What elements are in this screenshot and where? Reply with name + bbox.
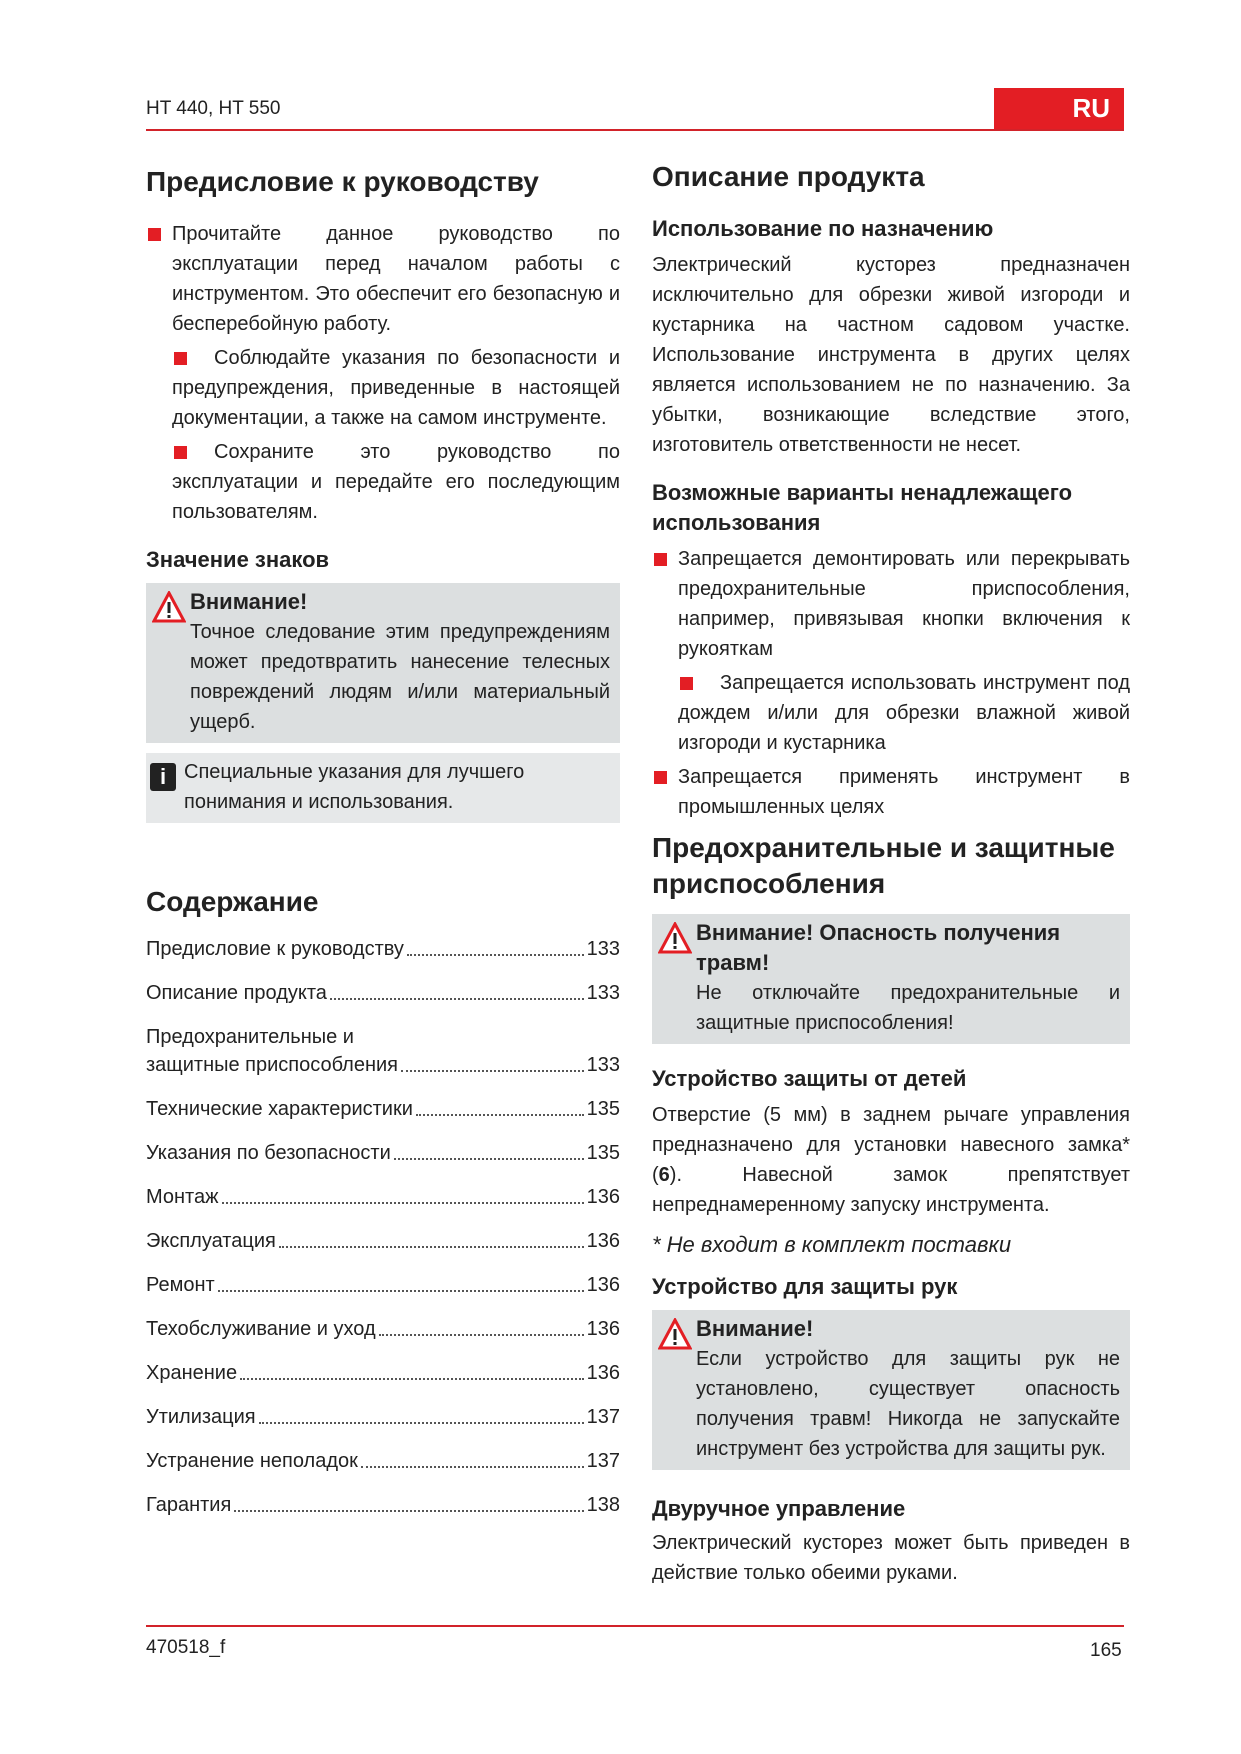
header-divider bbox=[146, 129, 1124, 131]
misuse-list bbox=[652, 544, 1130, 822]
list-item: Прочитайте данное руководство по эксплуатации перед началом работы с инструментом. Это обеспечит его безопасную и бесперебойную работу. bbox=[146, 219, 620, 339]
toc-entry bbox=[146, 1491, 620, 1519]
page-number: 165 bbox=[1090, 1640, 1122, 1661]
toc-leader-dots bbox=[259, 1422, 584, 1424]
toc-entry bbox=[146, 1359, 620, 1387]
toc-leader-dots bbox=[394, 1158, 584, 1160]
foreword-heading: Предисловие к руководству bbox=[146, 166, 539, 197]
warning-title: Внимание! bbox=[190, 589, 308, 614]
toc-entry-title: Гарантия bbox=[146, 1494, 232, 1516]
warning-text: Не отключайте предохранительные и защитные приспособления! bbox=[696, 982, 1120, 1034]
toc-leader-dots bbox=[361, 1466, 584, 1468]
list-item: Запрещается демонтировать или перекрывать предохранительные приспособления, например, привязывая кнопки включения к рукояткам bbox=[652, 544, 1130, 664]
toc-entry-title: Предохранительные и защитные приспособления bbox=[146, 1026, 399, 1076]
list-item: Сохраните это руководство по эксплуатации и передайте его последующим пользователям. bbox=[172, 441, 620, 523]
toc-entry bbox=[146, 1271, 620, 1299]
toc-entry-page: 136 bbox=[586, 1186, 620, 1208]
hand-guard-warning-box bbox=[652, 1310, 1130, 1470]
toc-entry-page: 137 bbox=[586, 1406, 620, 1428]
toc-entry bbox=[146, 1023, 620, 1079]
list-item: Запрещается применять инструмент в промышленных целях bbox=[652, 762, 1130, 822]
warning-box bbox=[146, 583, 620, 743]
bullet-square-icon bbox=[654, 771, 667, 784]
toc-leader-dots bbox=[330, 998, 584, 1000]
toc-entry-page: 138 bbox=[586, 1494, 620, 1516]
toc-entry-title: Хранение bbox=[146, 1362, 238, 1384]
toc-entry bbox=[146, 1183, 620, 1211]
info-icon: i bbox=[150, 763, 176, 791]
toc-leader-dots bbox=[407, 954, 584, 956]
toc-entry bbox=[146, 935, 620, 963]
document-model: HT 440, HT 550 bbox=[146, 98, 281, 119]
intended-use-text: Электрический кусторез предназначен исключительно для обрезки живой изгороди и кустарника на частном садовом участке. Использование инструмента в других целях является использованием не по назначению. За убытки, возникающие вследствие этого, изготовитель ответственности не несет. bbox=[652, 254, 1130, 456]
toc-leader-dots bbox=[240, 1378, 584, 1380]
toc-entry-title: Технические характеристики bbox=[146, 1098, 413, 1120]
part-number: 6 bbox=[658, 1164, 670, 1186]
toc-entry-page: 133 bbox=[586, 1054, 620, 1076]
toc-leader-dots bbox=[401, 1070, 584, 1072]
list-item: Запрещается использовать инструмент под дождем и/или для обрезки влажной живой изгороди и кустарника bbox=[678, 672, 1130, 754]
toc-entry bbox=[146, 1447, 620, 1475]
warning-triangle-icon bbox=[658, 922, 692, 954]
toc-entry-title: Техобслуживание и уход bbox=[146, 1318, 376, 1340]
misuse-heading: Возможные варианты ненадлежащего использования bbox=[652, 480, 1073, 535]
toc-entry bbox=[146, 1403, 620, 1431]
toc-entry bbox=[146, 1095, 620, 1123]
toc-entry-title: Устранение неполадок bbox=[146, 1450, 358, 1472]
toc-entry-title: Предисловие к руководству bbox=[146, 938, 404, 960]
bullet-square-icon bbox=[174, 446, 187, 459]
toc-entry-title: Утилизация bbox=[146, 1406, 256, 1428]
child-protection-text: Отверстие (5 мм) в заднем рычаге управления предназначено для установки навесного замка* (6). Навесной замок препятствует непреднамеренному запуску инструмента. bbox=[652, 1104, 1130, 1216]
toc-entry-page: 136 bbox=[586, 1362, 620, 1384]
footnote: * Не входит в комплект поставки bbox=[652, 1232, 1012, 1257]
bullet-square-icon bbox=[680, 677, 693, 690]
toc-leader-dots bbox=[222, 1202, 584, 1204]
toc-entry-page: 136 bbox=[586, 1318, 620, 1340]
toc-leader-dots bbox=[218, 1290, 584, 1292]
toc-entry-title: Указания по безопасности bbox=[146, 1142, 391, 1164]
toc-entry-title: Ремонт bbox=[146, 1274, 215, 1296]
warning-title: Внимание! Опасность получения травм! bbox=[696, 920, 1061, 975]
safety-heading: Предохранительные и защитные приспособления bbox=[652, 832, 1115, 899]
two-hand-text: Электрический кусторез может быть приведен в действие только обеими руками. bbox=[652, 1532, 1130, 1584]
toc-entry bbox=[146, 1315, 620, 1343]
toc-entry-title: Описание продукта bbox=[146, 982, 327, 1004]
toc-heading: Содержание bbox=[146, 886, 319, 917]
left-column bbox=[146, 165, 620, 1535]
bullet-square-icon bbox=[654, 553, 667, 566]
warning-text: Если устройство для защиты рук не установлено, существует опасность получения травм! Никогда не запускайте инструмент без устройства для защиты рук. bbox=[696, 1348, 1120, 1460]
product-heading: Описание продукта bbox=[652, 161, 925, 192]
toc-entry bbox=[146, 1227, 620, 1255]
toc-entry-page: 133 bbox=[586, 938, 620, 960]
toc-entry-page: 133 bbox=[586, 982, 620, 1004]
warning-triangle-icon bbox=[658, 1318, 692, 1350]
toc-leader-dots bbox=[279, 1246, 584, 1248]
toc-entry-page: 135 bbox=[586, 1098, 620, 1120]
hand-guard-heading: Устройство для защиты рук bbox=[652, 1274, 958, 1299]
child-protection-heading: Устройство защиты от детей bbox=[652, 1066, 967, 1091]
safety-warning-box bbox=[652, 914, 1130, 1044]
language-badge bbox=[994, 88, 1124, 130]
toc-entry-page: 136 bbox=[586, 1274, 620, 1296]
warning-triangle-icon bbox=[152, 591, 186, 623]
warning-title: Внимание! bbox=[696, 1316, 814, 1341]
info-text: Специальные указания для лучшего понимания и использования. bbox=[184, 761, 525, 813]
table-of-contents bbox=[146, 935, 620, 1519]
toc-entry bbox=[146, 1139, 620, 1167]
bullet-square-icon bbox=[148, 228, 161, 241]
info-box bbox=[146, 753, 620, 823]
toc-entry-title: Монтаж bbox=[146, 1186, 219, 1208]
toc-entry-page: 137 bbox=[586, 1450, 620, 1472]
language-label: RU bbox=[1072, 93, 1110, 123]
intended-use-heading: Использование по назначению bbox=[652, 216, 994, 241]
document-code: 470518_f bbox=[146, 1637, 226, 1658]
foreword-list bbox=[146, 219, 620, 527]
toc-entry bbox=[146, 979, 620, 1007]
list-item: Соблюдайте указания по безопасности и предупреждения, приведенные в настоящей документации, а также на самом инструменте. bbox=[172, 347, 620, 429]
bullet-square-icon bbox=[174, 352, 187, 365]
toc-leader-dots bbox=[234, 1510, 583, 1512]
signs-heading: Значение знаков bbox=[146, 547, 330, 572]
toc-leader-dots bbox=[379, 1334, 584, 1336]
right-column bbox=[652, 160, 1130, 1588]
footer-divider bbox=[146, 1625, 1124, 1627]
two-hand-heading: Двуручное управление bbox=[652, 1496, 906, 1521]
toc-leader-dots bbox=[416, 1114, 584, 1116]
toc-entry-page: 136 bbox=[586, 1230, 620, 1252]
warning-text: Точное следование этим предупреждениям может предотвратить нанесение телесных повреждений людям и/или материальный ущерб. bbox=[190, 621, 610, 733]
toc-entry-title: Эксплуатация bbox=[146, 1230, 276, 1252]
toc-entry-page: 135 bbox=[586, 1142, 620, 1164]
